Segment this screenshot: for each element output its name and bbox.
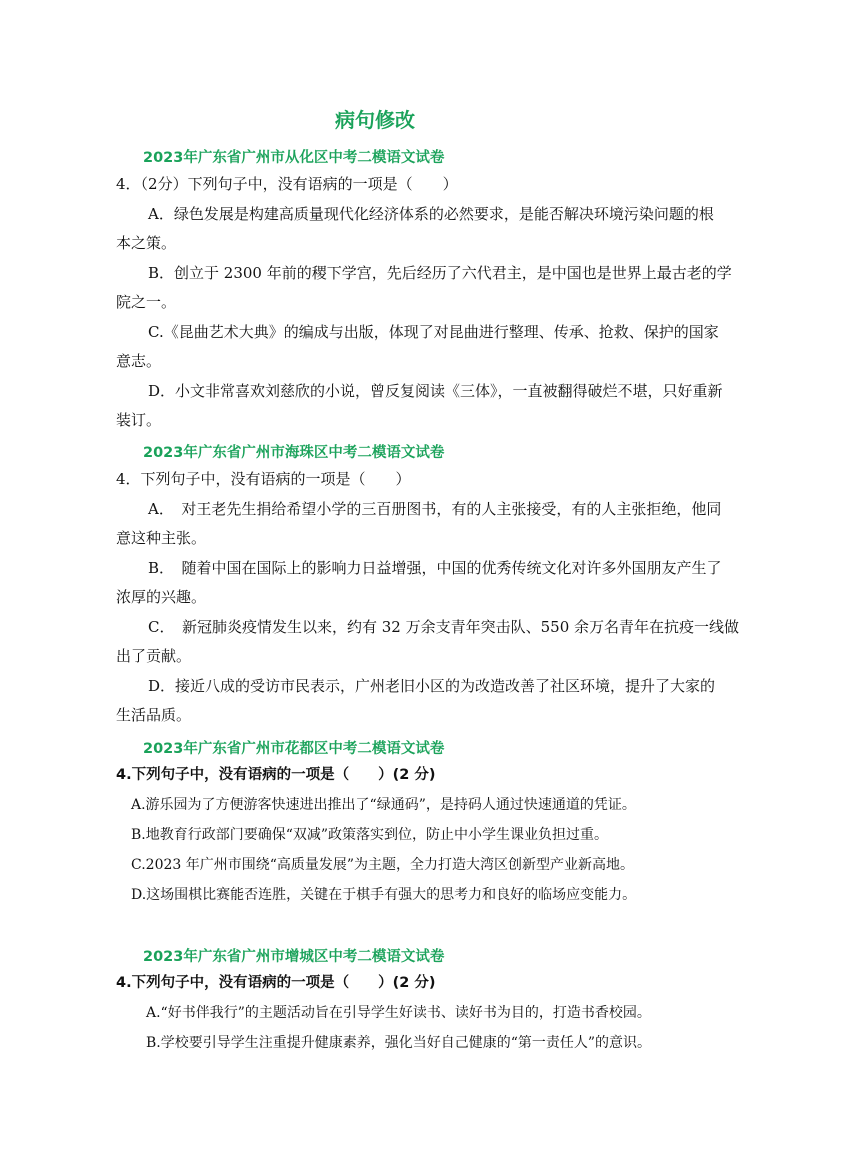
- option-b: B.学校要引导学生注重提升健康素养，强化当好自己健康的“第一责任人”的意识。: [146, 1035, 652, 1051]
- option-a-line2: 本之策。: [116, 234, 177, 252]
- section-header: 2023年广东省广州市海珠区中考二模语文试卷: [143, 445, 445, 461]
- section-header: 2023年广东省广州市从化区中考二模语文试卷: [143, 150, 445, 166]
- option-c: C.2023 年广州市围绕“高质量发展”为主题，全力打造大湾区创新型产业新高地。: [131, 857, 635, 873]
- option-c-line2: 意志。: [116, 352, 162, 370]
- question-stem: 4．（2分）下列句子中，没有语病的一项是（ ）: [116, 175, 458, 193]
- option-b: B.地教育行政部门要确保“双减”政策落实到位，防止中小学生课业负担过重。: [131, 827, 609, 843]
- option-d-line2: 装订。: [116, 411, 162, 429]
- section-header: 2023年广东省广州市花都区中考二模语文试卷: [143, 741, 445, 757]
- option-b-line1: B． 随着中国在国际上的影响力日益增强，中国的优秀传统文化对许多外国朋友产生了: [148, 559, 722, 577]
- option-a: A.游乐园为了方便游客快速进出推出了“绿通码”，是持码人通过快速通道的凭证。: [131, 797, 636, 813]
- option-d-line1: D．小文非常喜欢刘慈欣的小说，曾反复阅读《三体》，一直被翻得破烂不堪，只好重新: [148, 382, 723, 400]
- question-stem: 4．下列句子中，没有语病的一项是（ ）: [116, 470, 411, 488]
- section-header: 2023年广东省广州市增城区中考二模语文试卷: [143, 949, 445, 965]
- option-a-line2: 意这种主张。: [116, 529, 207, 547]
- option-c-line2: 出了贡献。: [116, 647, 192, 665]
- option-b-line2: 浓厚的兴趣。: [116, 588, 207, 606]
- option-a-line1: A．绿色发展是构建高质量现代化经济体系的必然要求，是能否解决环境污染问题的根: [148, 205, 714, 223]
- question-stem: 4.下列句子中，没有语病的一项是（ ）(2 分): [116, 975, 436, 991]
- option-a-line1: A． 对王老先生捐给希望小学的三百册图书，有的人主张接受，有的人主张拒绝，他同: [148, 500, 722, 518]
- option-d-line2: 生活品质。: [116, 706, 192, 724]
- option-a: A.“好书伴我行”的主题活动旨在引导学生好读书、读好书为目的，打造书香校园。: [146, 1005, 651, 1021]
- option-d: D.这场围棋比赛能否连胜，关键在于棋手有强大的思考力和良好的临场应变能力。: [131, 887, 637, 903]
- page-title: 病句修改: [335, 108, 415, 132]
- question-stem: 4.下列句子中，没有语病的一项是（ ）(2 分): [116, 767, 436, 783]
- option-c-line1: C.《昆曲艺术大典》的编成与出版，体现了对昆曲进行整理、传承、抢救、保护的国家: [148, 323, 719, 341]
- option-c-line1: C． 新冠肺炎疫情发生以来，约有 32 万余支青年突击队、550 余万名青年在抗疫一线做: [148, 618, 740, 636]
- option-b-line1: B．创立于 2300 年前的稷下学宫，先后经历了六代君主，是中国也是世界上最古老的学: [148, 264, 732, 282]
- option-b-line2: 院之一。: [116, 293, 177, 311]
- option-d-line1: D．接近八成的受访市民表示，广州老旧小区的为改造改善了社区环境，提升了大家的: [148, 677, 716, 695]
